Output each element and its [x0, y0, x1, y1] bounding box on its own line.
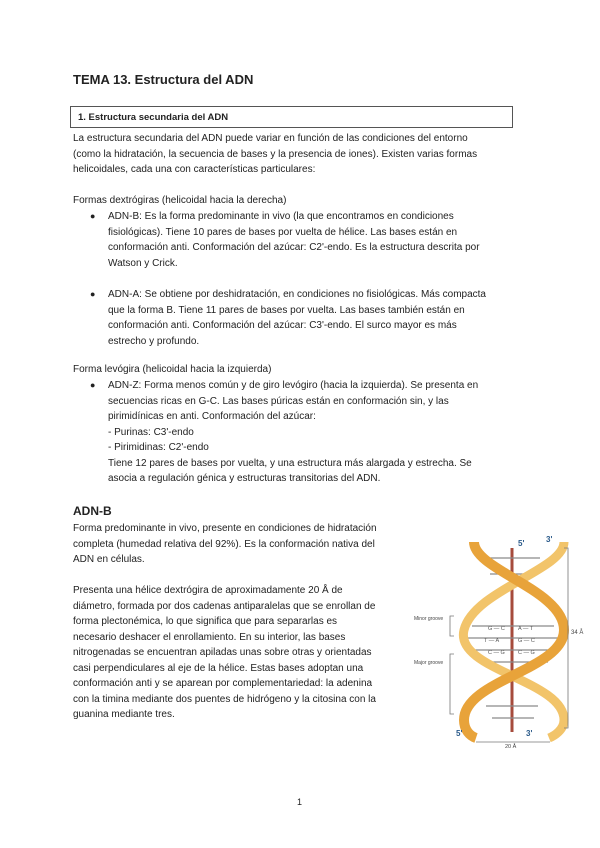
- text-line: necesario deshacer el enrollamiento. En su interior, las bases: [73, 631, 346, 643]
- page-title: TEMA 13. Estructura del ADN: [73, 72, 254, 87]
- dna-double-helix-figure: [414, 530, 590, 748]
- text-line: conformación anti y se aparean por complementariedad: la adenina: [73, 678, 373, 689]
- text-line: ADN-Z: Forma menos común y de giro levógiro (hacia la izquierda). Se presenta en: [108, 380, 479, 391]
- text-line: estrecho y profundo.: [108, 335, 200, 347]
- dna-strand-back: [463, 542, 564, 738]
- base-pair-label: C — G: [488, 650, 505, 656]
- text-line: La estructura secundaria del ADN puede variar en función de las condiciones del entorno: [73, 133, 468, 144]
- width-label: 20 Å: [505, 744, 517, 748]
- text-line: Forma predominante in vivo, presente en condiciones de hidratación: [73, 523, 377, 534]
- strand-end-label: 5': [518, 539, 525, 548]
- text-line: ADN-A: Se obtiene por deshidratación, en condiciones no fisiológicas. Más compacta: [108, 289, 486, 300]
- section-heading: 1. Estructura secundaria del ADN: [78, 112, 229, 123]
- page-number: 1: [297, 797, 303, 807]
- base-pair-label: G — C: [518, 638, 535, 644]
- minor-groove-bracket: [450, 616, 454, 636]
- major-groove-bracket: [450, 654, 454, 714]
- text-line: casi perpendiculares al eje de la hélice. Estas bases adoptan una: [73, 662, 364, 674]
- adnb-paragraph-1: [73, 521, 411, 568]
- strand-end-label: 3': [526, 729, 533, 738]
- text-line: pirimidínicas en anti. Conformación del azúcar:: [108, 411, 316, 422]
- adnb-heading: ADN-B: [73, 504, 112, 518]
- text-line: que la forma B. Tiene 11 pares de bases por vuelta. Las bases también están en: [108, 304, 465, 316]
- adnb-paragraph-2: [73, 583, 411, 723]
- bullet-marker: ●: [90, 380, 96, 390]
- text-line: helicoidales, cada una con características particulares:: [73, 164, 316, 175]
- text-line: (como la hidratación, la secuencia de bases y la presencia de iones). Existen varias formas: [73, 148, 478, 160]
- dna-strand-front: [464, 542, 564, 738]
- major-groove-label: Major groove: [414, 660, 444, 666]
- section-heading-box: [70, 106, 513, 128]
- text-line: ADN en células.: [73, 554, 145, 565]
- text-line: Watson y Crick.: [108, 257, 178, 269]
- base-pair-label: G — C: [488, 626, 505, 632]
- strand-end-label: 5': [456, 729, 463, 738]
- text-line: conformación anti. Conformación del azúcar: C2'-endo. Es la estructura descrita por: [108, 242, 480, 253]
- text-line: Presenta una hélice dextrógira de aproximadamente 20 Å de: [73, 585, 343, 596]
- text-line: guanina mediante tres.: [73, 709, 175, 720]
- text-line: nitrogenadas se encuentran apiladas unas sobre otras y orientadas: [73, 647, 372, 658]
- text-line: forma plectonémica, lo que significa que para separarlas es: [73, 616, 338, 627]
- pitch-label: 34 Å: [571, 630, 584, 636]
- adna-bullet: [108, 287, 486, 349]
- adnb-bullet: [108, 209, 480, 271]
- text-line: con la timina mediante dos puentes de hidrógeno y la citosina con la: [73, 693, 376, 705]
- adnz-bullet: [108, 378, 478, 487]
- text-line: diámetro, formada por dos cadenas antiparalelas que se enrollan de: [73, 600, 376, 612]
- text-line: completa (humedad relativa del 92%). Es la conformación nativa del: [73, 538, 375, 550]
- text-line: asocia a regulación génica y estructuras transitorias del ADN.: [108, 473, 381, 484]
- text-line: - Purinas: C3'-endo: [108, 426, 194, 438]
- text-line: fisiológicas). Tiene 10 pares de bases por vuelta de hélice. Las bases están en: [108, 226, 458, 238]
- intro-paragraph: [73, 131, 477, 178]
- strand-end-label: 3': [546, 535, 553, 544]
- base-pair-label: A — T: [518, 626, 534, 632]
- text-line: conformación anti. Conformación del azúcar: C3'-endo. El surco mayor es más: [108, 320, 457, 331]
- levo-heading: Forma levógira (helicoidal hacia la izquierda): [73, 364, 272, 375]
- text-line: Tiene 12 pares de bases por vuelta, y una estructura más alargada y estrecha. Se: [108, 457, 472, 469]
- base-pair-label: T — A: [484, 638, 500, 644]
- bullet-marker: ●: [90, 211, 96, 221]
- dextro-heading: Formas dextrógiras (helicoidal hacia la derecha): [73, 195, 287, 206]
- text-line: secuencias ricas en G-C. Las bases púricas están en conformación sin, y las: [108, 395, 449, 407]
- text-line: ADN-B: Es la forma predominante in vivo (la que encontramos en condiciones: [108, 211, 454, 222]
- base-pair-label: C — G: [518, 650, 535, 656]
- text-line: - Pirimidinas: C2'-endo: [108, 442, 209, 453]
- minor-groove-label: Minor groove: [414, 616, 444, 622]
- bullet-marker: ●: [90, 289, 96, 299]
